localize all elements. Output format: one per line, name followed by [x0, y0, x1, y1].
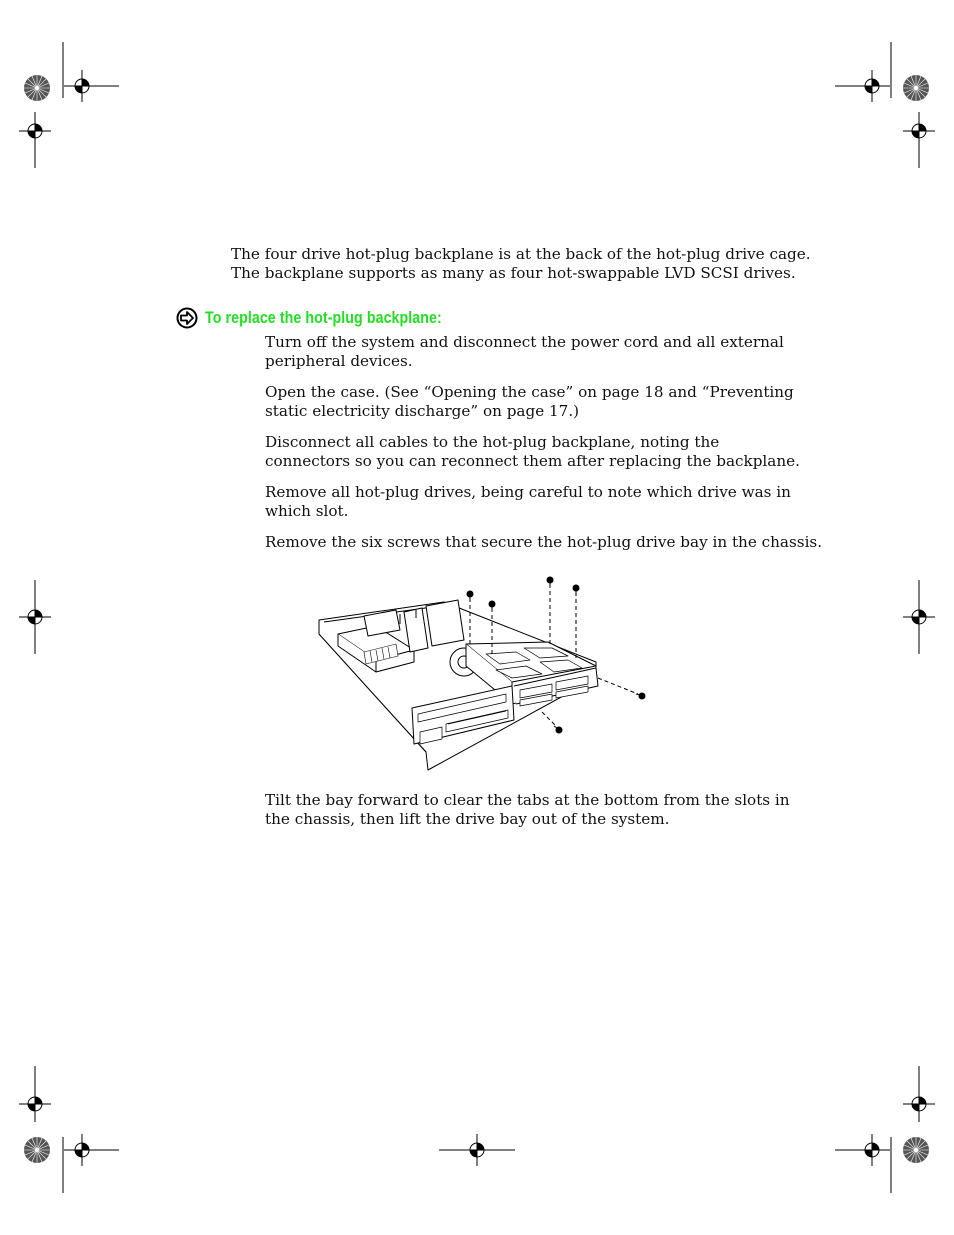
intro-line-1: The four drive hot-plug backplane is at the back of the hot-plug drive cage.: [231, 245, 811, 263]
step-6: Tilt the bay forward to clear the tabs at the bottom from the slots in the chassis, then lift the drive bay out of the system.: [265, 791, 790, 828]
intro-line-2: The backplane supports as many as four hot-swappable LVD SCSI drives.: [231, 263, 796, 282]
intro-paragraph: [231, 245, 831, 282]
step-2: Open the case. (See “Opening the case” on page 18 and “Preventing static electricity discharge” on page 17.): [265, 383, 794, 420]
arrow-right-circle-icon: [176, 307, 198, 329]
procedure-heading-text: To replace the hot-plug backplane:: [205, 308, 442, 327]
step-3: Disconnect all cables to the hot-plug backplane, noting the connectors so you can reconnect them after replacing the backplane.: [265, 433, 800, 470]
procedure-heading: [176, 307, 480, 329]
step-5: Remove the six screws that secure the hot-plug drive bay in the chassis.: [265, 533, 823, 551]
step-4: Remove all hot-plug drives, being careful to note which drive was in which slot.: [265, 483, 791, 520]
step-1: Turn off the system and disconnect the power cord and all external peripheral devices.: [265, 333, 784, 370]
chassis-drive-bay-illustration: [316, 574, 656, 774]
